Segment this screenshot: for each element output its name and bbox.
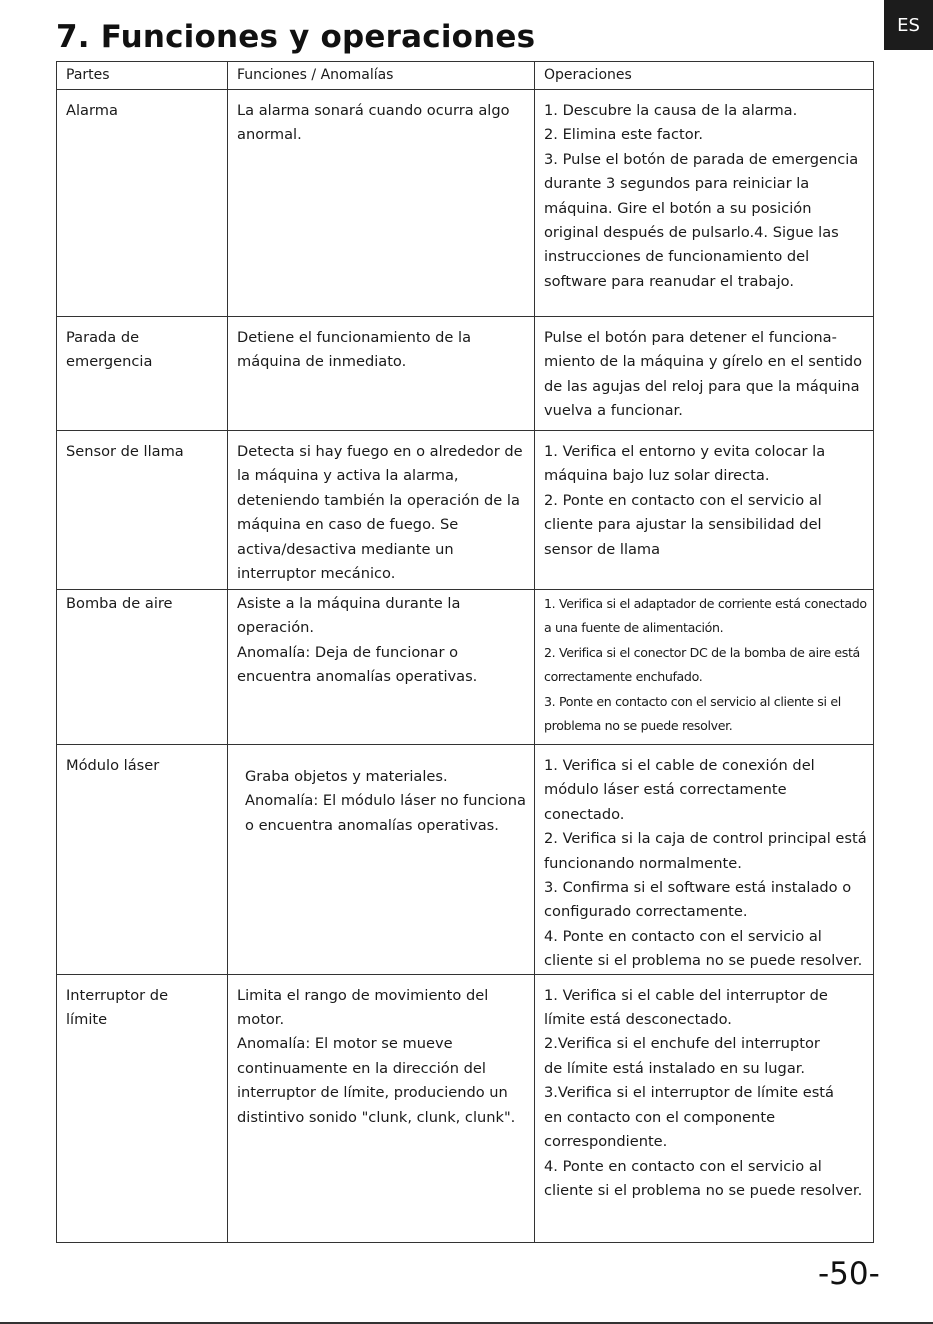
part-cell: Sensor de llama [57,431,228,590]
section-title: 7. Funciones y operaciones [56,19,536,55]
part-cell: Interruptor de límite [57,974,228,1242]
operation-cell: 1. Verifica el entorno y evita colocar la máquina bajo luz solar directa. 2. Ponte en contacto con el servicio al cliente para ajustar la sensibilidad del sensor de llama [535,431,874,590]
header-functions: Funciones / Anomalías [228,62,535,90]
header-parts: Partes [57,62,228,90]
table-row-flame-sensor [57,431,874,590]
table-row-alarm [57,90,874,317]
function-cell: Limita el rango de movimiento del motor. Anomalía: El motor se mueve continuamente en la dirección del interruptor de límite, produciendo un distintivo sonido "clunk, clunk, clunk". [228,974,535,1242]
function-cell: Asiste a la máquina durante la operación. Anomalía: Deja de funcionar o encuentra anomalías operativas. [228,590,535,745]
function-cell: La alarma sonará cuando ocurra algo anormal. [228,90,535,317]
header-operations: Operaciones [535,62,874,90]
part-cell: Módulo láser [57,745,228,975]
function-cell: Detiene el funcionamiento de la máquina de inmediato. [228,317,535,431]
part-cell: Bomba de aire [57,590,228,745]
table-row-air-pump [57,590,874,745]
operation-cell: Pulse el botón para detener el funciona- miento de la máquina y gírelo en el sentido de las agujas del reloj para que la máquina vuelva a funcionar. [535,317,874,431]
functions-table [56,61,874,1243]
table-row-emergency-stop [57,317,874,431]
function-cell: Detecta si hay fuego en o alrededor de la máquina y activa la alarma, deteniendo también la operación de la máquina en caso de fuego. Se activa/desactiva mediante un interruptor mecánico. [228,431,535,590]
page-number: -50- [818,1256,880,1292]
table-row-laser-module [57,745,874,975]
table-header-row [57,62,874,90]
operation-cell: 1. Verifica si el cable de conexión del módulo láser está correctamente conectado. 2. Verifica si la caja de control principal está funcionando normalmente. 3. Confirma si el software está instalado o configurado correctamente. 4. Ponte en contacto con el servicio al cliente si el problema no se puede resolver. [535,745,874,975]
operation-cell: 1. Verifica si el cable del interruptor de límite está desconectado. 2.Verifica si el enchufe del interruptor de límite está instalado en su lugar. 3.Verifica si el interruptor de límite está en contacto con el componente correspondiente. 4. Ponte en contacto con el servicio al cliente si el problema no se puede resolver. [535,974,874,1242]
operation-cell: 1. Descubre la causa de la alarma. 2. Elimina este factor. 3. Pulse el botón de parada de emergencia durante 3 segundos para reiniciar la máquina. Gire el botón a su posición original después de pulsarlo.4. Sigue las instrucciones de funcionamiento del software para reanudar el trabajo. [535,90,874,317]
function-cell: Graba objetos y materiales. Anomalía: El módulo láser no funciona o encuentra anomalías operativas. [228,745,535,975]
part-cell: Alarma [57,90,228,317]
operation-cell: 1. Verifica si el adaptador de corriente está conectado a una fuente de alimentación. 2. Verifica si el conector DC de la bomba de aire está correctamente enchufado. 3. Ponte en contacto con el servicio al cliente si el problema no se puede resolver. [535,590,874,745]
table-row-limit-switch [57,974,874,1242]
part-cell: Parada de emergencia [57,317,228,431]
language-tab: ES [884,0,933,50]
